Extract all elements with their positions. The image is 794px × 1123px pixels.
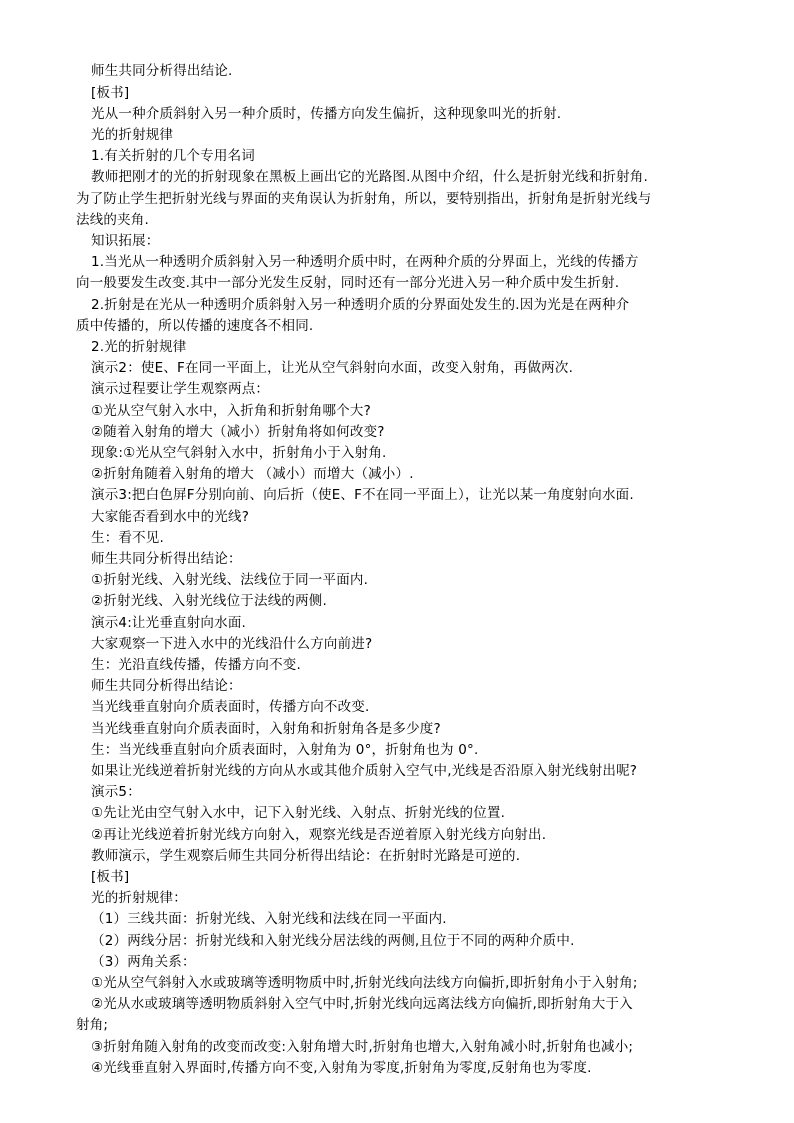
text-line: ②折射光线、入射光线位于法线的两侧. (91, 593, 327, 609)
text-line: ①光从空气斜射入水或玻璃等透明物质中时,折射光线向法线方向偏折,即折射角小于入射角; (91, 975, 638, 991)
text-line: 2.折射是在光从一种透明介质斜射入另一种透明介质的分界面处发生的.因为光是在两种介 (91, 297, 630, 313)
text-line: 演示5： (91, 784, 141, 800)
text-line: ①折射光线、入射光线、法线位于同一平面内. (91, 572, 369, 588)
text-line: 射角; (76, 1017, 109, 1033)
text-line: ①先让光由空气射入水中，记下入射光线、入射点、折射光线的位置. (91, 805, 506, 821)
text-line: 光的折射规律： (91, 890, 187, 906)
text-line: 法线的夹角. (76, 212, 149, 228)
text-line: 演示4:让光垂直射向水面. (91, 615, 247, 631)
text-line: ②随着入射角的增大（减小）折射角将如何改变? (91, 424, 385, 440)
text-line: 演示过程要让学生观察两点： (91, 381, 270, 397)
text-line: ③折射角随入射角的改变而改变:入射角增大时,折射角也增大,入射角减小时,折射角也减小; (91, 1039, 634, 1055)
text-line: ①光从空气射入水中，入折角和折射角哪个大? (91, 403, 371, 419)
text-line: 演示3:把白色屏F分别向前、向后折（使E、F不在同一平面上），让光以某一角度射向水面. (91, 487, 634, 503)
text-line: 教师把刚才的光的折射现象在黑板上画出它的光路图.从图中介绍，什么是折射光线和折射角. (91, 169, 648, 185)
text-line: 生：光沿直线传播，传播方向不变. (91, 657, 301, 673)
text-line: 师生共同分析得出结论. (91, 63, 233, 79)
text-line: 师生共同分析得出结论： (91, 678, 242, 694)
text-line: 生：当光线垂直射向介质表面时，入射角为 0°，折射角也为 0°. (91, 742, 479, 758)
text-line: （2）两线分居：折射光线和入射光线分居法线的两侧,且位于不同的两种介质中. (91, 933, 575, 949)
text-line: 师生共同分析得出结论： (91, 551, 242, 567)
text-line: 光的折射规律 (91, 127, 174, 143)
text-line: 教师演示，学生观察后师生共同分析得出结论：在折射时光路是可逆的. (91, 848, 521, 864)
text-line: 如果让光线逆着折射光线的方向从水或其他介质射入空气中,光线是否沿原入射光线射出呢? (91, 763, 638, 779)
text-line: 向一般要发生改变.其中一部分光发生反射，同时还有一部分光进入另一种介质中发生折射. (76, 275, 620, 291)
text-line: 1.有关折射的几个专用名词 (91, 148, 255, 164)
text-line: [板书] (91, 869, 130, 885)
text-line: ②折射角随着入射角的增大 （减小）而增大（减小）. (91, 466, 414, 482)
text-line: ②再让光线逆着折射光线方向射入，观察光线是否逆着原入射光线方向射出. (91, 827, 547, 843)
text-line: 生：看不见. (91, 530, 164, 546)
text-line: （1）三线共面：折射光线、入射光线和法线在同一平面内. (91, 911, 447, 927)
text-line: 当光线垂直射向介质表面时，传播方向不改变. (91, 699, 370, 715)
text-line: 大家观察一下进入水中的光线沿什么方向前进? (91, 636, 373, 652)
text-line: 为了防止学生把折射光线与界面的夹角误认为折射角，所以，要特别指出，折射角是折射光线与 (76, 191, 652, 207)
text-line: 质中传播的，所以传播的速度各不相同. (76, 318, 314, 334)
text-line: 1.当光从一种透明介质斜射入另一种透明介质中时，在两种介质的分界面上，光线的传播方 (91, 254, 639, 270)
text-line: [板书] (91, 85, 130, 101)
text-line: 当光线垂直射向介质表面时，入射角和折射角各是多少度? (91, 721, 441, 737)
text-line: 2.光的折射规律 (91, 339, 187, 355)
text-line: ②光从水或玻璃等透明物质斜射入空气中时,折射光线向远离法线方向偏折,即折射角大于入 (91, 996, 633, 1012)
text-line: （3）两角关系： (91, 954, 196, 970)
text-line: ④光线垂直射入界面时,传播方向不变,入射角为零度,折射角为零度,反射角也为零度. (91, 1060, 592, 1076)
text-line: 现象:①光从空气斜射入水中，折射角小于入射角. (91, 445, 387, 461)
text-line: 光从一种介质斜射入另一种介质时，传播方向发生偏折，这种现象叫光的折射. (91, 106, 562, 122)
text-line: 演示2：使E、F在同一平面上，让光从空气斜射向水面，改变入射角，再做两次. (91, 360, 574, 376)
text-line: 知识拓展： (91, 233, 160, 249)
text-line: 大家能否看到水中的光线? (91, 509, 250, 525)
